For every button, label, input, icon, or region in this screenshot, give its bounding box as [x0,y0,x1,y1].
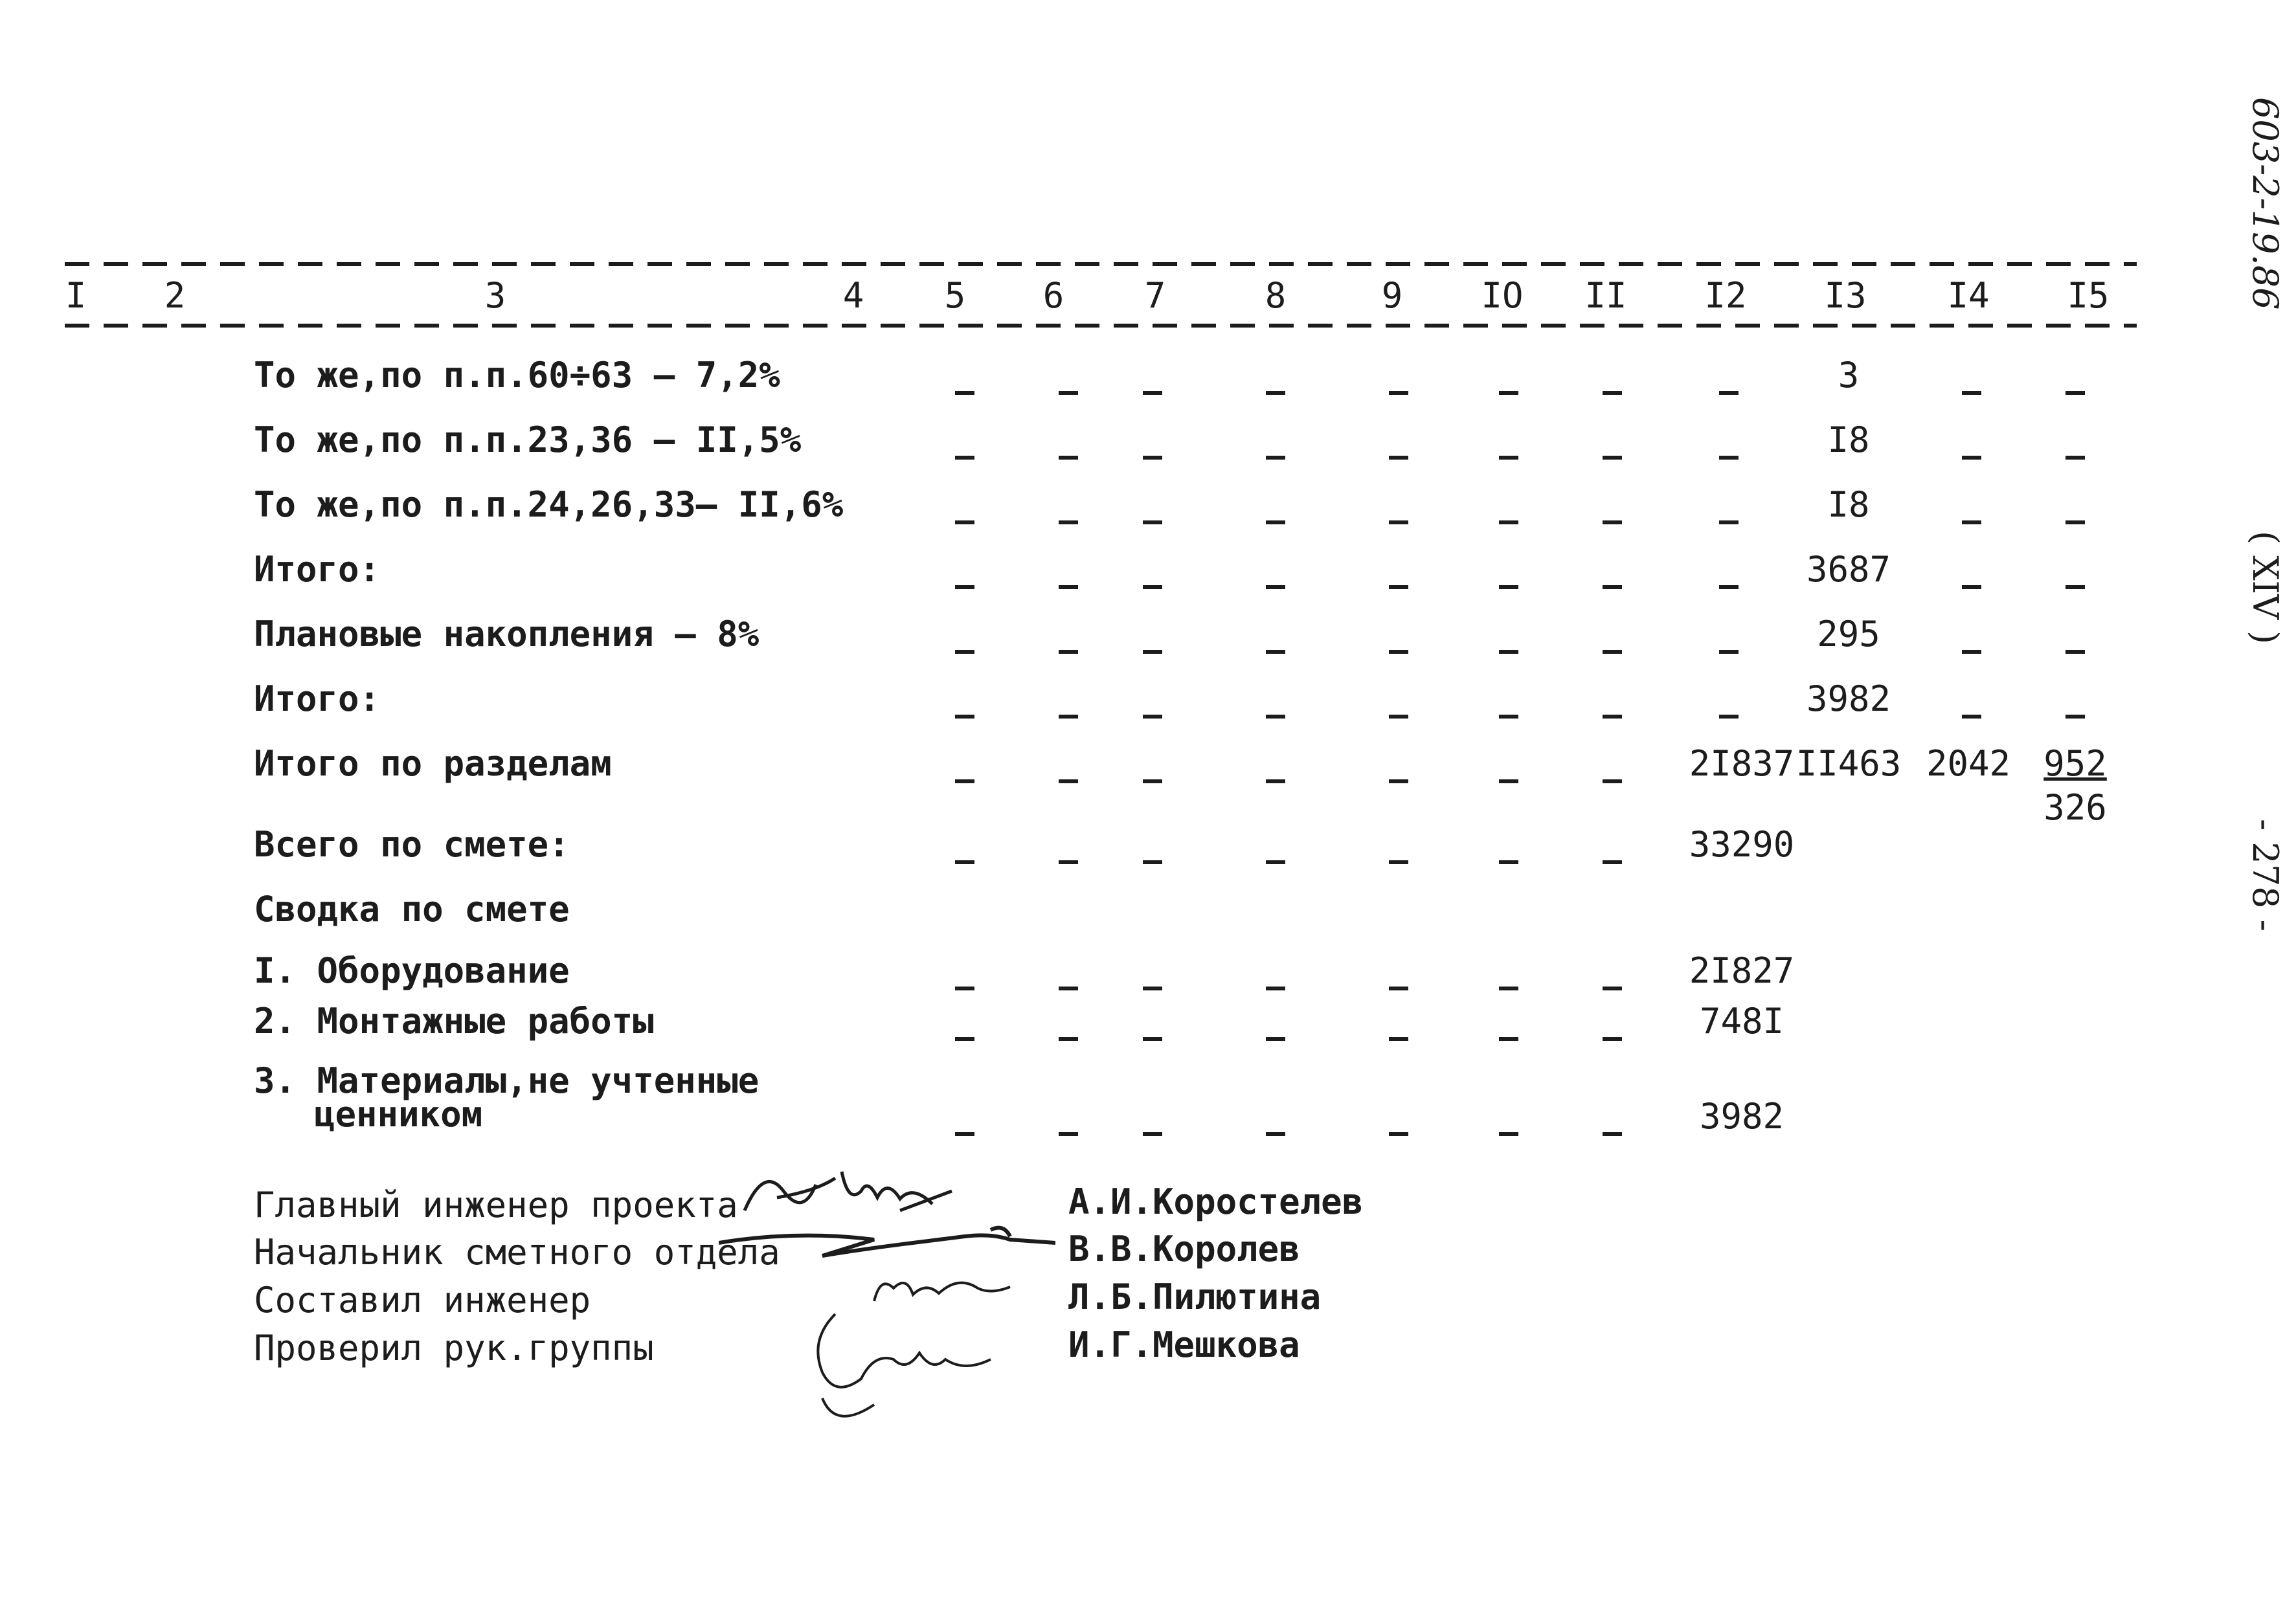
empty-cell-dash [1389,697,1408,732]
column-number: 6 [1042,275,1064,316]
dash-mark [2065,715,2085,719]
dash-mark [955,520,974,524]
dash-mark [955,987,974,990]
cell-value: 3982 [1699,1096,1784,1137]
dash-mark [1719,520,1739,524]
dash-mark [1266,987,1285,990]
column-number: 9 [1381,275,1403,316]
dash-mark [1143,391,1162,395]
empty-cell-dash [1603,568,1622,603]
empty-cell-dash [1499,697,1518,732]
empty-cell-dash [1499,843,1518,878]
page-number-margin: - 278 - [2245,819,2286,931]
empty-cell-dash [1059,374,1078,408]
signature-title: Составил инженер [254,1280,591,1321]
row-label: Сводка по смете [254,889,570,930]
dash-mark [1059,1037,1078,1041]
column-number: 8 [1265,275,1287,316]
handwritten-signature [796,1301,1030,1431]
empty-cell-dash [1603,762,1622,797]
cell-value: 33290 [1689,824,1795,865]
dash-mark [1962,391,1981,395]
dash-mark [1059,585,1078,589]
row-label: То же,по п.п.23,36 – II,5% [254,419,802,460]
empty-cell-dash [1603,1115,1622,1150]
empty-cell-dash [1059,1020,1078,1054]
row-label: То же,по п.п.60÷63 – 7,2% [254,355,780,396]
dash-mark [1266,650,1285,654]
dash-mark [1499,585,1518,589]
empty-cell-dash [1266,1020,1285,1054]
dash-mark [955,585,974,589]
empty-cell-dash [1143,374,1162,408]
cell-value: 326 [2043,787,2107,828]
cell-value: 2I837 [1689,743,1795,784]
dash-mark [1499,520,1518,524]
empty-cell-dash [1389,632,1408,667]
empty-cell-dash [1143,632,1162,667]
dash-mark [1266,585,1285,589]
document-code-margin: 603-2-19.86 [2245,97,2286,310]
dash-mark [1059,650,1078,654]
signatory-name: И.Г.Мешкова [1068,1324,1300,1365]
dash-mark [955,1132,974,1136]
dash-mark [1266,1132,1285,1136]
column-number: 7 [1144,275,1166,316]
dash-mark [1059,391,1078,395]
empty-cell-dash [1059,762,1078,797]
empty-cell-dash [2065,568,2085,603]
empty-cell-dash [1603,969,1622,1004]
row-label: 3. Материалы,не учтенные [254,1060,760,1101]
column-number: 3 [484,275,506,316]
empty-cell-dash [1059,697,1078,732]
empty-cell-dash [2065,632,2085,667]
dash-mark [1389,456,1408,460]
empty-cell-dash [1499,632,1518,667]
signature-title: Проверил рук.группы [254,1328,654,1368]
dash-mark [1603,456,1622,460]
column-number: 4 [842,275,864,316]
empty-cell-dash [1266,762,1285,797]
dash-mark [1143,1037,1162,1041]
cell-value: 2I827 [1689,950,1795,991]
empty-cell-dash [1143,503,1162,538]
empty-cell-dash [1389,374,1408,408]
empty-cell-dash [1499,762,1518,797]
empty-cell-dash [1499,374,1518,408]
dash-mark [1962,456,1981,460]
dash-mark [1603,650,1622,654]
dash-mark [1059,860,1078,864]
row-label: 2. Монтажные работы [254,1001,654,1042]
empty-cell-dash [2065,503,2085,538]
empty-cell-dash [1059,503,1078,538]
dash-mark [1389,520,1408,524]
column-number: I5 [2067,275,2110,316]
empty-cell-dash [1499,969,1518,1004]
empty-cell-dash [1266,1115,1285,1150]
dash-mark [1143,1132,1162,1136]
empty-cell-dash [1143,568,1162,603]
dash-mark [1719,456,1739,460]
dash-mark [1499,987,1518,990]
empty-cell-dash [1603,1020,1622,1054]
dash-mark [1266,456,1285,460]
dash-mark [1143,715,1162,719]
empty-cell-dash [1059,632,1078,667]
empty-cell-dash [955,1115,974,1150]
column-number: I4 [1947,275,1990,316]
empty-cell-dash [1059,969,1078,1004]
dash-mark [1603,860,1622,864]
empty-cell-dash [1389,969,1408,1004]
dash-mark [1962,650,1981,654]
empty-cell-dash [955,632,974,667]
dash-mark [1719,391,1739,395]
signatory-name: В.В.Королев [1068,1229,1300,1269]
header-bottom-rule [65,324,2137,328]
cell-value: 3982 [1806,678,1891,719]
dash-mark [1143,650,1162,654]
empty-cell-dash [955,843,974,878]
empty-cell-dash [1962,697,1981,732]
empty-cell-dash [1059,1115,1078,1150]
column-number: 5 [944,275,966,316]
empty-cell-dash [2065,697,2085,732]
dash-mark [1962,520,1981,524]
dash-mark [1059,715,1078,719]
dash-mark [1499,650,1518,654]
dash-mark [1603,987,1622,990]
empty-cell-dash [1603,503,1622,538]
dash-mark [1603,391,1622,395]
empty-cell-dash [1266,632,1285,667]
empty-cell-dash [1389,762,1408,797]
row-label: Итого по разделам [254,743,612,784]
dash-mark [1059,1132,1078,1136]
album-number-margin: ( XIV ) [2245,531,2286,645]
empty-cell-dash [1389,1115,1408,1150]
cell-value: 295 [1817,614,1880,654]
empty-cell-dash [1266,969,1285,1004]
empty-cell-dash [955,762,974,797]
dash-mark [1266,779,1285,783]
dash-mark [1059,987,1078,990]
signature-title: Начальник сметного отдела [254,1232,780,1273]
empty-cell-dash [1389,503,1408,538]
dash-mark [1603,715,1622,719]
empty-cell-dash [2065,374,2085,408]
empty-cell-dash [1603,374,1622,408]
dash-mark [1962,715,1981,719]
empty-cell-dash [1389,438,1408,473]
dash-mark [1719,650,1739,654]
dash-mark [1499,1037,1518,1041]
empty-cell-dash [1143,1115,1162,1150]
dash-mark [1143,860,1162,864]
empty-cell-dash [1389,1020,1408,1054]
empty-cell-dash [1499,568,1518,603]
dash-mark [1389,585,1408,589]
empty-cell-dash [1719,697,1739,732]
empty-cell-dash [1499,1020,1518,1054]
empty-cell-dash [1266,438,1285,473]
dash-mark [1603,520,1622,524]
empty-cell-dash [1266,503,1285,538]
column-number: I [65,275,87,316]
empty-cell-dash [1962,438,1981,473]
empty-cell-dash [1389,843,1408,878]
dash-mark [2065,585,2085,589]
empty-cell-dash [1143,697,1162,732]
column-number: 2 [164,275,186,316]
empty-cell-dash [1719,632,1739,667]
dash-mark [1143,520,1162,524]
dash-mark [1603,585,1622,589]
dash-mark [1266,520,1285,524]
empty-cell-dash [1389,568,1408,603]
row-label: I. Оборудование [254,950,570,991]
empty-cell-dash [1499,503,1518,538]
row-label: Всего по смете: [254,824,570,865]
dash-mark [1389,987,1408,990]
dash-mark [1603,779,1622,783]
empty-cell-dash [955,568,974,603]
dash-mark [955,456,974,460]
empty-cell-dash [1143,843,1162,878]
row-label: Плановые накопления – 8% [254,614,760,654]
empty-cell-dash [2065,438,2085,473]
cell-value: II463 [1795,743,1902,784]
empty-cell-dash [1059,438,1078,473]
empty-cell-dash [955,374,974,408]
dash-mark [1389,1037,1408,1041]
header-top-rule [65,262,2137,266]
column-number: IO [1481,275,1524,316]
dash-mark [1389,650,1408,654]
cell-value: 3 [1838,355,1860,396]
empty-cell-dash [1499,1115,1518,1150]
row-label: Итого: [254,678,381,719]
dash-mark [1266,391,1285,395]
dash-mark [955,779,974,783]
empty-cell-dash [955,1020,974,1054]
dash-mark [2065,520,2085,524]
empty-cell-dash [955,438,974,473]
empty-cell-dash [955,503,974,538]
empty-cell-dash [955,969,974,1004]
signatory-name: А.И.Коростелев [1068,1181,1364,1222]
dash-mark [1266,715,1285,719]
empty-cell-dash [1143,969,1162,1004]
handwritten-signature [719,1217,1055,1269]
row-label: То же,по п.п.24,26,33– II,6% [254,484,844,525]
cell-value: I8 [1827,484,1870,525]
empty-cell-dash [1143,1020,1162,1054]
dash-mark [1603,1132,1622,1136]
dash-mark [955,860,974,864]
dash-mark [1059,520,1078,524]
dash-mark [1143,585,1162,589]
dash-mark [1719,715,1739,719]
empty-cell-dash [1143,762,1162,797]
empty-cell-dash [1962,374,1981,408]
dash-mark [955,391,974,395]
empty-cell-dash [1266,374,1285,408]
dash-mark [1499,715,1518,719]
dash-mark [1143,779,1162,783]
empty-cell-dash [1962,503,1981,538]
empty-cell-dash [1059,843,1078,878]
empty-cell-dash [1603,843,1622,878]
empty-cell-dash [1719,568,1739,603]
dash-mark [955,1037,974,1041]
empty-cell-dash [1962,568,1981,603]
empty-cell-dash [1059,568,1078,603]
cell-value: 748I [1699,1001,1784,1042]
dash-mark [1389,1132,1408,1136]
column-number: I2 [1704,275,1747,316]
empty-cell-dash [1266,843,1285,878]
dash-mark [1389,715,1408,719]
column-number: I3 [1824,275,1867,316]
dash-mark [1389,391,1408,395]
dash-mark [1143,987,1162,990]
signature-title: Главный инженер проекта [254,1185,738,1225]
empty-cell-dash [1603,438,1622,473]
dash-mark [1266,1037,1285,1041]
empty-cell-dash [1719,503,1739,538]
dash-mark [1719,585,1739,589]
dash-mark [1499,860,1518,864]
dash-mark [1059,456,1078,460]
dash-mark [2065,456,2085,460]
dash-mark [955,650,974,654]
empty-cell-dash [1143,438,1162,473]
empty-cell-dash [955,697,974,732]
empty-cell-dash [1603,697,1622,732]
dash-mark [955,715,974,719]
cell-value: 2042 [1926,743,2011,784]
dash-mark [1266,860,1285,864]
empty-cell-dash [1499,438,1518,473]
empty-cell-dash [1603,632,1622,667]
empty-cell-dash [1719,374,1739,408]
row-label-continuation: ценником [314,1094,483,1135]
empty-cell-dash [1266,568,1285,603]
dash-mark [1389,860,1408,864]
dash-mark [2065,650,2085,654]
dash-mark [1603,1037,1622,1041]
dash-mark [1499,779,1518,783]
empty-cell-dash [1962,632,1981,667]
row-label: Итого: [254,549,381,590]
dash-mark [1389,779,1408,783]
dash-mark [1499,456,1518,460]
empty-cell-dash [1719,438,1739,473]
cell-value: I8 [1827,419,1870,460]
signatory-name: Л.Б.Пилютина [1068,1277,1322,1317]
cell-value: 952 [2043,743,2107,784]
dash-mark [1499,391,1518,395]
cell-value: 3687 [1806,549,1891,590]
dash-mark [1143,456,1162,460]
dash-mark [1059,779,1078,783]
dash-mark [1499,1132,1518,1136]
dash-mark [1962,585,1981,589]
dash-mark [2065,391,2085,395]
empty-cell-dash [1266,697,1285,732]
column-number: II [1584,275,1627,316]
